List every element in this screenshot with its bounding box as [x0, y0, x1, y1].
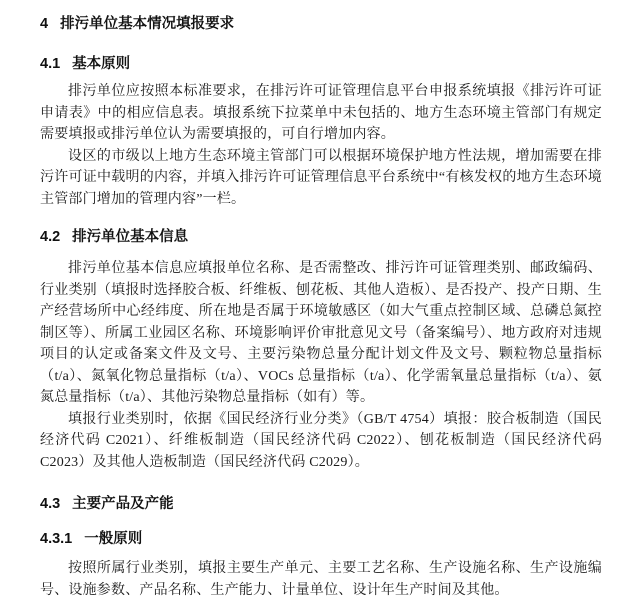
paragraph-basic-principle-2: 设区的市级以上地方生态环境主管部门可以根据环境保护地方性法规，增加需要在排污许可证中载明的内容，并填入排污许可证管理信息平台系统中“有核发权的地方生态环境主管部门增加的管理内容”一栏。 [40, 148, 602, 207]
section-title: 主要产品及产能 [72, 496, 174, 512]
section-title: 排污单位基本情况填报要求 [60, 16, 235, 32]
section-number: 4.2 [40, 229, 61, 245]
paragraph-basic-principle-1: 排污单位应按照本标准要求，在排污许可证管理信息平台申报系统填报《排污许可证申请表》中的相应信息表。填报系统下拉菜单中未包括的、地方生态环境主管部门有规定需要填报或排污单位认为需要填报的，可自行增加内容。 [40, 84, 602, 142]
section-number: 4.3 [40, 496, 61, 512]
section-number: 4.3.1 [40, 531, 73, 547]
section-number: 4.1 [40, 56, 61, 72]
section-number: 4 [40, 16, 49, 32]
section-title: 基本原则 [72, 56, 131, 72]
section-title: 排污单位基本信息 [72, 229, 189, 245]
section-title: 一般原则 [84, 531, 143, 547]
paragraph-basic-info-2: 填报行业类别时，依据《国民经济行业分类》（GB/T 4754）填报：胶合板制造（国民经济代码 C2021）、纤维板制造（国民经济代码 C2022）、刨花板制造（国民经济代码 C2023）及其他人造板制造（国民经济代码 C2029）。 [40, 411, 602, 470]
section-heading-4-1 [40, 53, 602, 75]
section-heading-4 [40, 13, 602, 35]
section-heading-4-3-1 [40, 528, 602, 550]
section-heading-4-2 [40, 226, 602, 248]
section-heading-4-3 [40, 493, 602, 515]
paragraph-general-principle: 按照所属行业类别，填报主要生产单元、主要工艺名称、生产设施名称、生产设施编号、设施参数、产品名称、生产能力、计量单位、设计年生产时间及其他。 [40, 561, 602, 598]
paragraph-basic-info-1: 排污单位基本信息应填报单位名称、是否需整改、排污许可证管理类别、邮政编码、行业类别（填报时选择胶合板、纤维板、刨花板、其他人造板）、是否投产、投产日期、生产经营场所中心经纬度、所在地是否属于环境敏感区（如大气重点控制区域、总磷总氮控制区等）、所属工业园区名称、环境影响评价审批意见文号（备案编号）、地方政府对违规项目的认定或备案文件及文号、主要污染物总量分配计划文件及文号、颗粒物总量指标（t/a）、氮氧化物总量指标（t/a）、VOCs 总量指标（t/a）、化学需氧量总量指标（t/a）、氨氮总量指标（t/a）、其他污染物总量指标（如有）等。 [40, 261, 602, 405]
